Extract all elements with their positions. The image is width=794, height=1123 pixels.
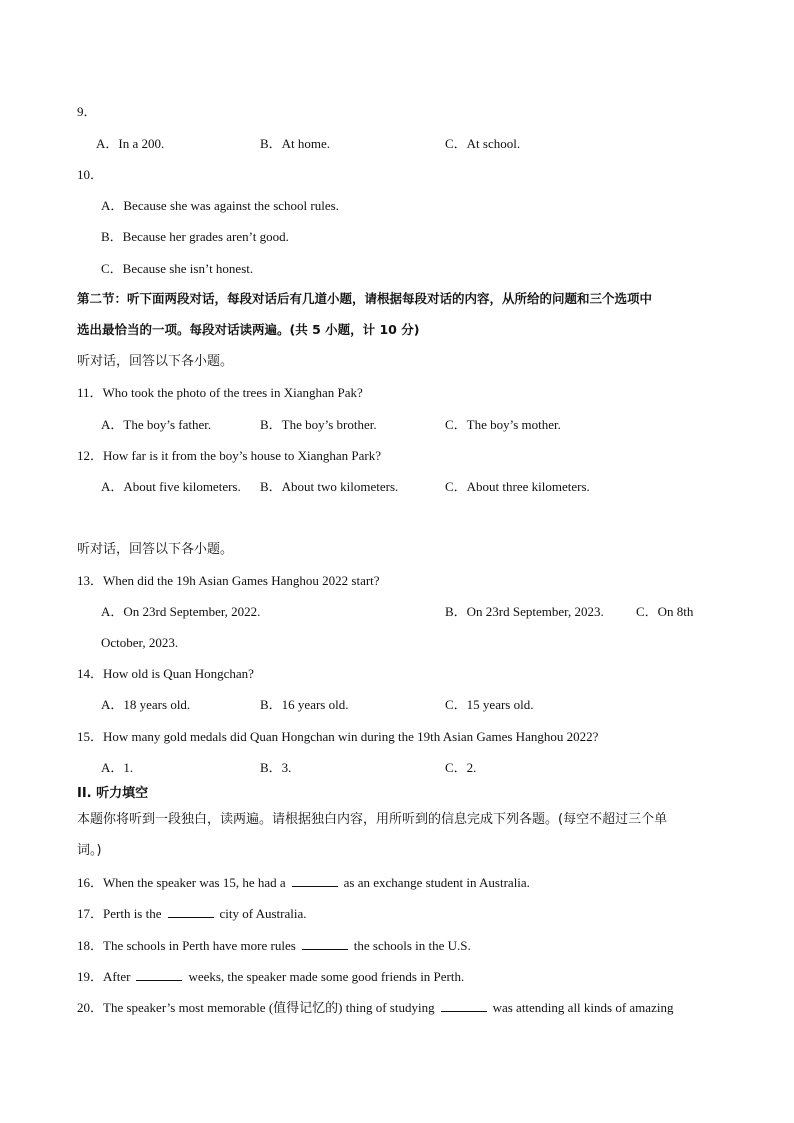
q12-option-b: B．About two kilometers. [260,479,399,494]
question-16-text-pre: 16．When the speaker was 15, he had a [77,875,286,890]
q13-option-c: C．On 8th [636,604,694,619]
question-10-number: 10． [77,167,104,182]
q10-option-b: B．Because her grades aren’t good. [101,229,289,244]
answer-blank-18[interactable] [302,937,348,950]
q12-option-c: C．About three kilometers. [445,479,590,494]
question-17-text-pre: 17．Perth is the [77,906,162,921]
dialogue-2-intro: 听对话，回答以下各小题。 [77,542,234,557]
q15-option-b: B．3. [260,760,292,775]
answer-blank-17[interactable] [168,905,214,918]
question-19-text-pre: 19．After [77,969,131,984]
question-15: 15．How many gold medals did Quan Hongchan win during the 19th Asian Games Hanghou 2022? [77,729,599,744]
question-16 [77,874,530,891]
question-20-text-post: was attending all kinds of amazing [492,1000,674,1015]
part-2-title: II. 听力填空 [77,786,149,801]
q9-option-a: A．In a 200. [96,136,165,151]
q12-option-a: A．About five kilometers. [101,479,241,494]
question-11: 11．Who took the photo of the trees in Xianghan Pak? [77,385,363,400]
section-2-instruction-line2: 选出最恰当的一项。每段对话读两遍。(共 5 小题，计 10 分) [77,322,420,337]
q14-option-c: C．15 years old. [445,697,534,712]
question-18-text-post: the schools in the U.S. [353,938,471,953]
q10-option-c: C．Because she isn’t honest. [101,261,254,276]
question-13: 13．When did the 19h Asian Games Hanghou 2022 start? [77,573,380,588]
question-20 [77,999,673,1016]
q13-option-c-continued: October, 2023. [101,635,179,650]
part-2-instruction-line2: 词。) [77,843,102,858]
q14-option-a: A．18 years old. [101,697,191,712]
question-19-text-post: weeks, the speaker made some good friends in Perth. [188,969,465,984]
q9-option-b: B．At home. [260,136,331,151]
question-19 [77,968,464,985]
q15-option-c: C．2. [445,760,477,775]
question-17 [77,905,307,922]
q13-option-a: A．On 23rd September, 2022. [101,604,261,619]
question-12: 12．How far is it from the boy’s house to Xianghan Park? [77,448,382,463]
q11-option-b: B．The boy’s brother. [260,417,377,432]
q10-option-a: A．Because she was against the school rules. [101,198,339,213]
question-16-text-post: as an exchange student in Australia. [343,875,530,890]
q15-option-a: A．1. [101,760,134,775]
question-17-text-post: city of Australia. [219,906,307,921]
q11-option-a: A．The boy’s father. [101,417,212,432]
q14-option-b: B．16 years old. [260,697,349,712]
dialogue-1-intro: 听对话，回答以下各小题。 [77,354,234,369]
question-18 [77,937,471,954]
q13-option-b: B．On 23rd September, 2023. [445,604,604,619]
part-2-instruction-line1: 本题你将听到一段独白，读两遍。请根据独白内容，用所听到的信息完成下列各题。(每空不超过三个单 [77,812,668,827]
question-20-text-pre: 20．The speaker’s most memorable (值得记忆的) thing of studying [77,1000,435,1015]
answer-blank-16[interactable] [292,874,338,887]
answer-blank-19[interactable] [136,968,182,981]
question-9-number: 9． [77,104,97,119]
question-18-text-pre: 18．The schools in Perth have more rules [77,938,296,953]
q11-option-c: C．The boy’s mother. [445,417,561,432]
section-2-instruction-line1: 第二节：听下面两段对话，每段对话后有几道小题，请根据每段对话的内容，从所给的问题和三个选项中 [77,291,653,306]
q9-option-c: C．At school. [445,136,521,151]
question-14: 14．How old is Quan Hongchan? [77,666,254,681]
answer-blank-20[interactable] [441,999,487,1012]
